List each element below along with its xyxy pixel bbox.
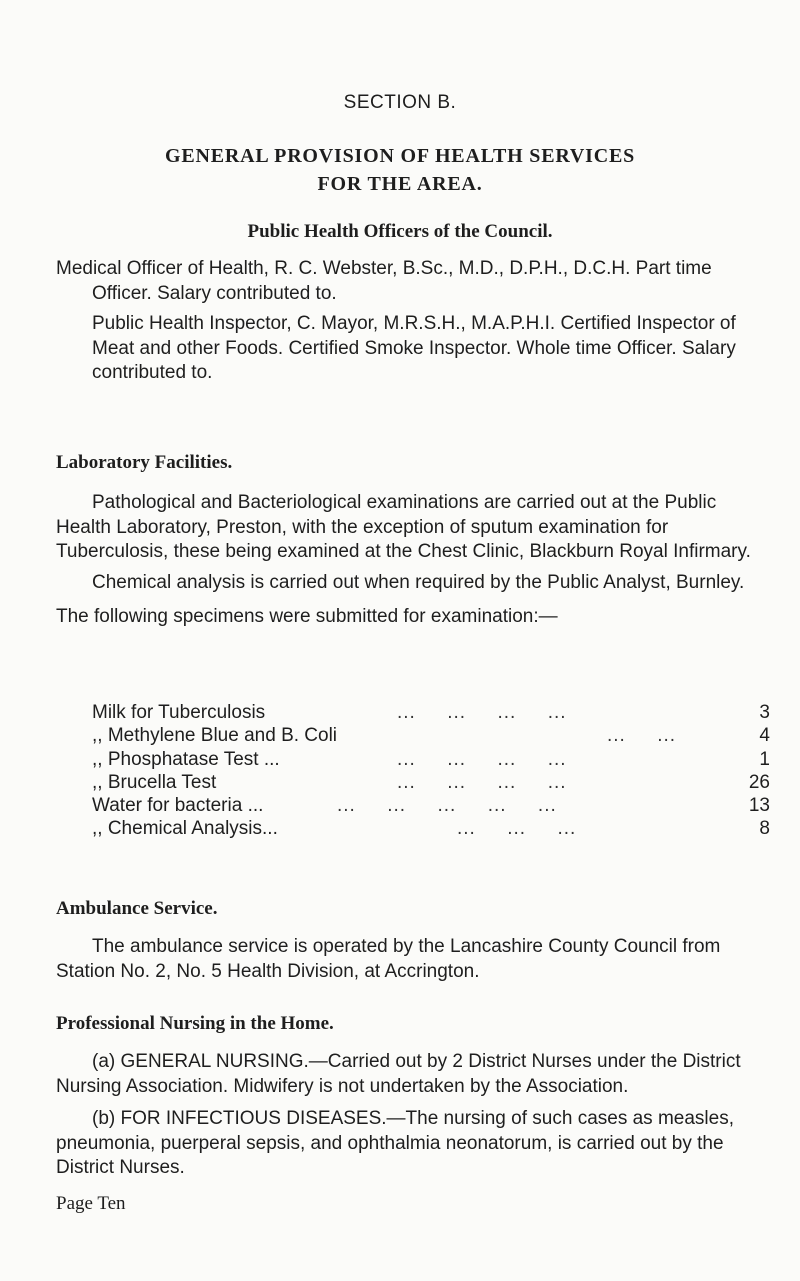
leader-dots: ... ... ... ...: [397, 748, 567, 770]
list-item: [92, 795, 770, 818]
specimen-count: 1: [759, 748, 770, 770]
specimen-label: Water for bacteria ...: [92, 795, 264, 817]
page-title-line2: FOR THE AREA.: [317, 173, 483, 195]
nursing-heading: Professional Nursing in the Home.: [56, 1013, 334, 1034]
list-item: [92, 749, 770, 772]
nursing-para-a: (a) GENERAL NURSING.—Carried out by 2 District Nurses under the District Nursing Association. Midwifery is not undertaken by the Association.: [56, 1051, 741, 1097]
page-title-line1: GENERAL PROVISION OF HEALTH SERVICES: [164, 145, 636, 167]
specimen-label: Milk for Tuberculosis: [92, 702, 266, 723]
specimen-count: 13: [748, 795, 770, 817]
list-item: [92, 725, 770, 748]
officers-block: [56, 257, 768, 386]
page-footer: Page Ten: [56, 1193, 126, 1214]
specimen-count: 8: [759, 818, 770, 840]
specimens-intro: The following specimens were submitted for examination:—: [56, 606, 558, 627]
leader-dots: ... ... ... ... ...: [337, 795, 557, 817]
nursing-para-b: (b) FOR INFECTIOUS DISEASES.—The nursing of such cases as measles, pneumonia, puerperal sepsis, and ophthalmia neonatorum, is carried out by the District Nurses.: [56, 1108, 734, 1178]
list-item: [92, 702, 770, 725]
specimen-label: ,, Chemical Analysis...: [92, 818, 278, 840]
ambulance-paragraph: The ambulance service is operated by the Lancashire County Council from Station No. 2, No. 5 Health Division, at Accrington.: [56, 936, 721, 982]
moh-paragraph: Medical Officer of Health, R. C. Webster, B.Sc., M.D., D.P.H., D.C.H. Part time Officer. Salary contributed to.: [56, 258, 712, 304]
phi-paragraph: Public Health Inspector, C. Mayor, M.R.S.H., M.A.P.H.I. Certified Inspector of Meat and other Foods. Certified Smoke Inspector. Whole time Officer. Salary contributed to.: [92, 313, 736, 383]
list-item: [92, 818, 770, 841]
leader-dots: ... ...: [607, 725, 677, 747]
nursing-block: [56, 1050, 768, 1181]
laboratory-block: [56, 491, 768, 630]
ambulance-block: [56, 935, 768, 984]
section-label: SECTION B.: [343, 92, 457, 113]
laboratory-para2: Chemical analysis is carried out when required by the Public Analyst, Burnley.: [92, 571, 745, 593]
officers-heading: Public Health Officers of the Council.: [247, 221, 553, 242]
leader-dots: ... ... ...: [457, 818, 577, 840]
ambulance-heading: Ambulance Service.: [56, 898, 218, 919]
specimens-list: [92, 702, 770, 842]
specimen-label: ,, Phosphatase Test ...: [92, 748, 280, 770]
leader-dots: ... ... ... ...: [397, 702, 567, 723]
laboratory-para1: Pathological and Bacteriological examinations are carried out at the Public Health Laboratory, Preston, with the exception of sputum examination for Tuberculosis, these being examined at the Chest Clinic, Blackburn Royal Infirmary.: [56, 492, 751, 562]
specimen-count: 4: [759, 725, 770, 747]
specimen-label: ,, Methylene Blue and B. Coli: [92, 725, 338, 747]
laboratory-heading: Laboratory Facilities.: [56, 452, 233, 473]
list-item: [92, 772, 770, 795]
specimen-count: 3: [759, 702, 770, 723]
leader-dots: ... ... ... ...: [397, 771, 567, 793]
specimen-label: ,, Brucella Test: [92, 771, 217, 793]
specimen-count: 26: [748, 771, 770, 793]
